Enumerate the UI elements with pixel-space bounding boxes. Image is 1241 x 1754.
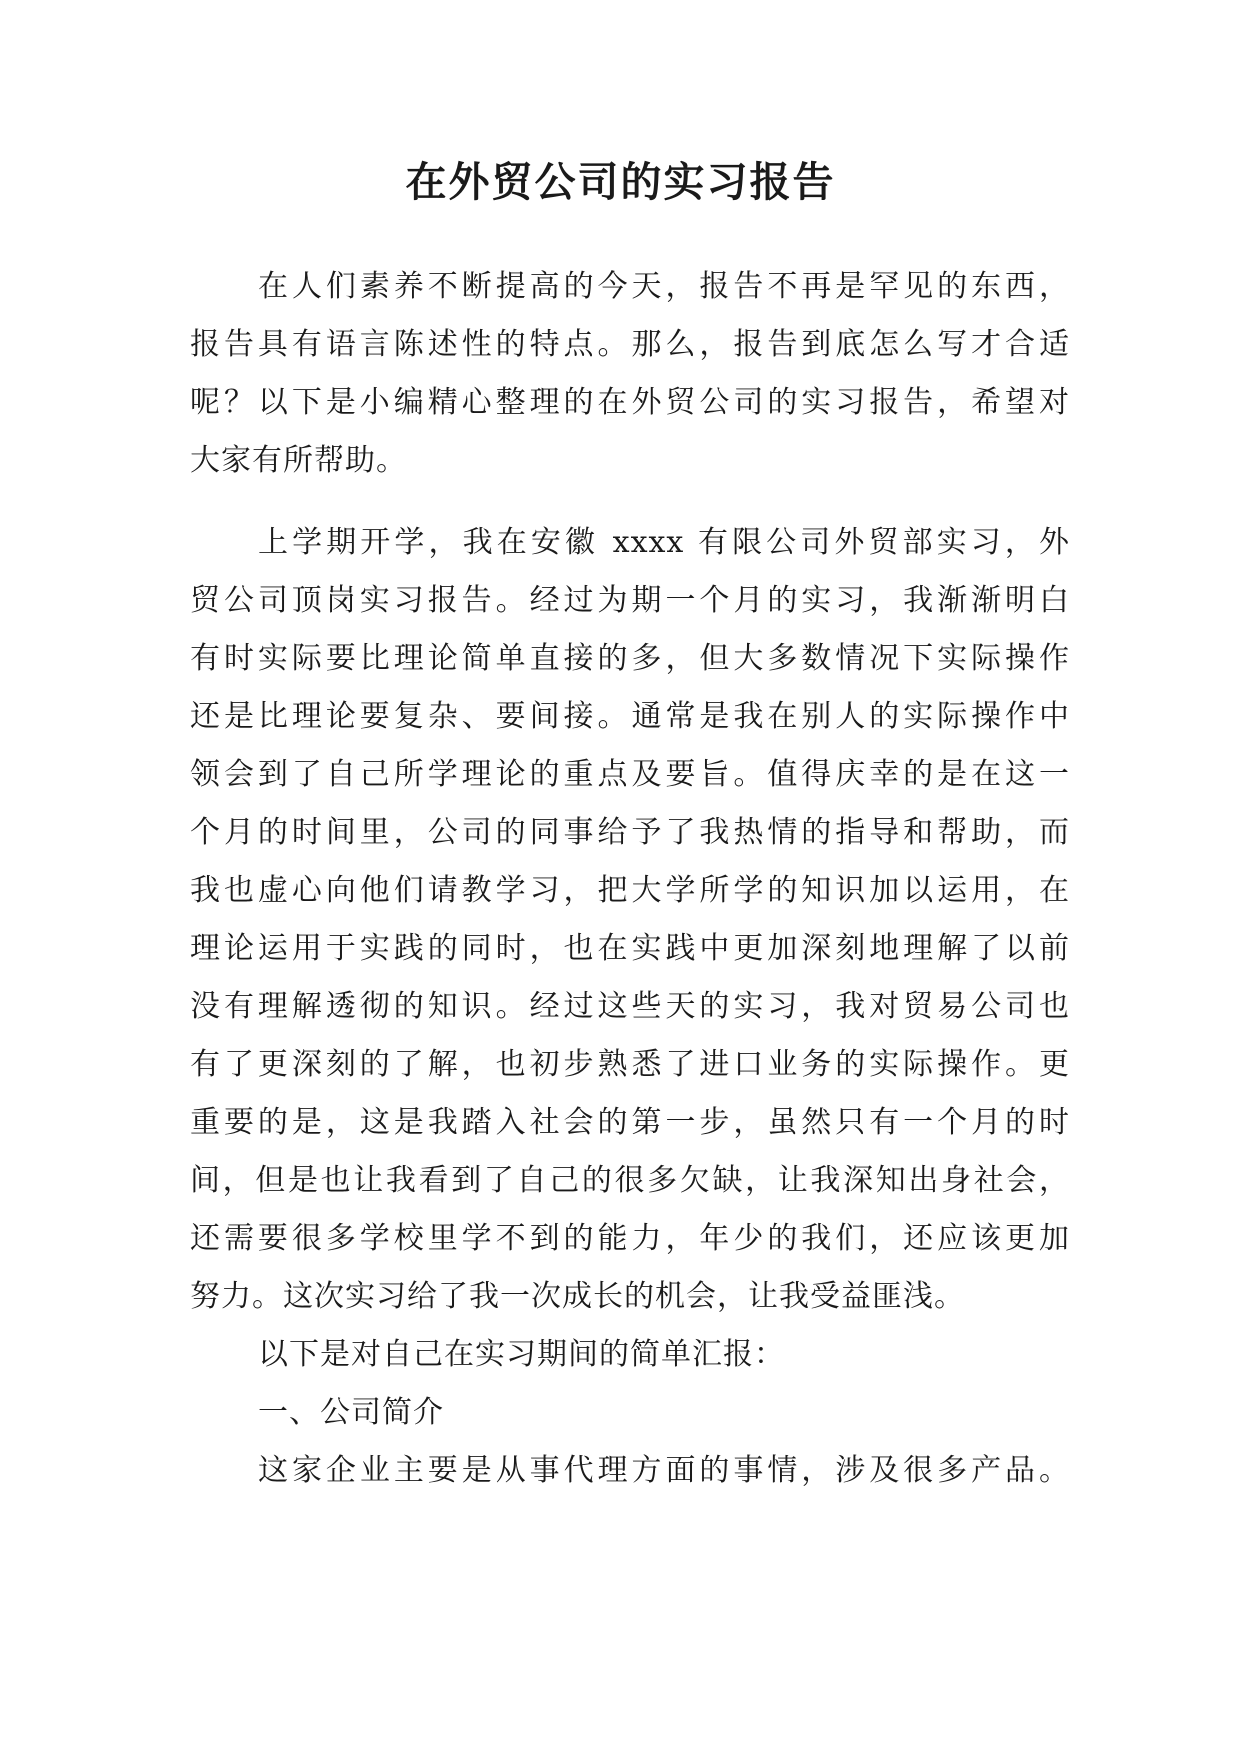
body-line: 还是比理论要复杂、要间接。通常是我在别人的实际操作中	[190, 699, 1070, 734]
body-line: 努力。这次实习给了我一次成长的机会，让我受益匪浅。	[190, 1279, 965, 1314]
intro-line: 报告具有语言陈述性的特点。那么，报告到底怎么写才合适	[190, 327, 1070, 362]
body-line: 有了更深刻的了解，也初步熟悉了进口业务的实际操作。更	[190, 1047, 1070, 1082]
body-line: 有时实际要比理论简单直接的多，但大多数情况下实际操作	[190, 641, 1070, 676]
intro-line: 在人们素养不断提高的今天，报告不再是罕见的东西，	[258, 269, 1070, 304]
section-heading: 一、公司简介	[258, 1395, 444, 1430]
intro-line: 大家有所帮助。	[190, 443, 407, 478]
intro-line: 呢？以下是小编精心整理的在外贸公司的实习报告，希望对	[190, 385, 1070, 420]
body-line: 间，但是也让我看到了自己的很多欠缺，让我深知出身社会，	[190, 1163, 1070, 1198]
summary-line: 以下是对自己在实习期间的简单汇报：	[258, 1337, 785, 1372]
document-title: 在外贸公司的实习报告	[405, 158, 836, 206]
body-line: 个月的时间里，公司的同事给予了我热情的指导和帮助，而	[190, 815, 1070, 850]
body-line: 上学期开学，我在安徽 xxxx 有限公司外贸部实习，外	[258, 525, 1070, 560]
body-line: 没有理解透彻的知识。经过这些天的实习，我对贸易公司也	[190, 989, 1070, 1024]
body-line: 还需要很多学校里学不到的能力，年少的我们，还应该更加	[190, 1221, 1070, 1256]
body-line: 领会到了自己所学理论的重点及要旨。值得庆幸的是在这一	[190, 757, 1070, 792]
body-paragraph	[190, 514, 1070, 1500]
body-line: 重要的是，这是我踏入社会的第一步，虽然只有一个月的时	[190, 1105, 1070, 1140]
body-line: 理论运用于实践的同时，也在实践中更加深刻地理解了以前	[190, 931, 1070, 966]
company-line: 这家企业主要是从事代理方面的事情，涉及很多产品。	[258, 1453, 1070, 1488]
intro-paragraph	[190, 258, 1070, 490]
body-line: 贸公司顶岗实习报告。经过为期一个月的实习，我渐渐明白	[190, 583, 1070, 618]
body-line: 我也虚心向他们请教学习，把大学所学的知识加以运用，在	[190, 873, 1070, 908]
